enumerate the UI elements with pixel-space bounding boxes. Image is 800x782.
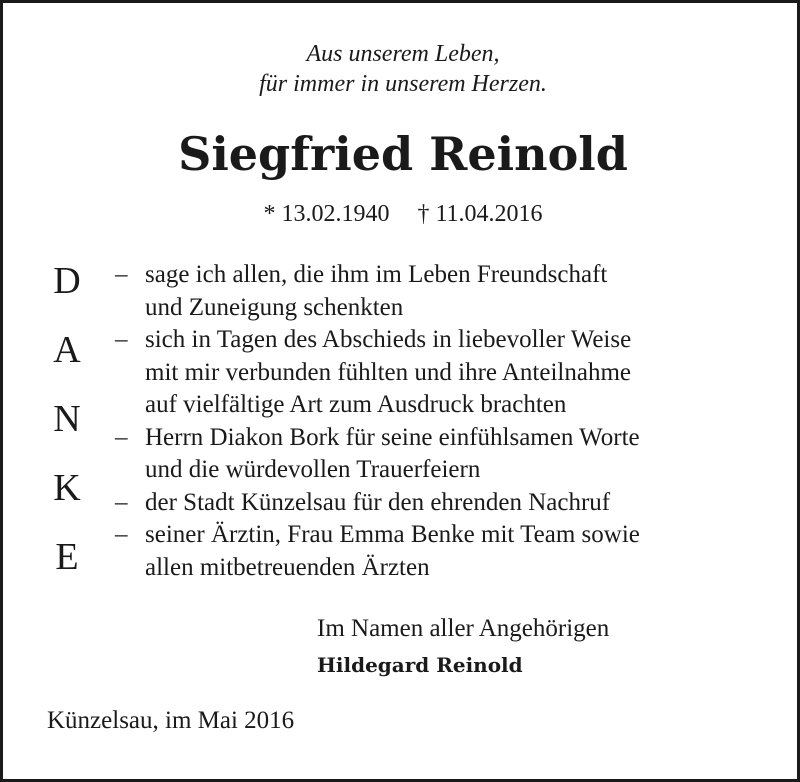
birth-date: * 13.02.1940 xyxy=(263,201,390,227)
item-line: sich in Tagen des Abschieds in liebevoller Weise xyxy=(145,326,632,353)
item-line: der Stadt Künzelsau für den ehrenden Nachruf xyxy=(145,488,611,516)
item-line: auf vielfältige Art zum Ausdruck brachten xyxy=(145,391,567,418)
item-line: mit mir verbunden fühlten und ihre Anteilnahme xyxy=(145,358,631,386)
item-dash: – xyxy=(115,261,128,288)
danke-letter-k: K xyxy=(53,467,81,509)
deceased-name: Siegfried Reinold xyxy=(178,127,628,181)
item-dash: – xyxy=(115,521,128,548)
item-dash: – xyxy=(115,326,128,353)
thanks-item xyxy=(115,519,775,584)
signature-intro: Im Namen aller Angehörigen xyxy=(317,615,610,642)
item-line: und die würdevollen Trauerfeiern xyxy=(145,456,481,483)
motto-line-1: Aus unserem Leben, xyxy=(306,41,500,67)
item-line: sage ich allen, die ihm im Leben Freundschaft xyxy=(145,261,608,288)
danke-letter-e: E xyxy=(55,536,79,578)
thanks-item xyxy=(115,422,775,487)
thanks-list xyxy=(115,259,775,584)
thanks-item xyxy=(115,487,775,520)
thanks-item xyxy=(115,324,775,422)
place-date: Künzelsau, im Mai 2016 xyxy=(47,707,295,734)
signature-name: Hildegard Reinold xyxy=(317,653,523,677)
item-line: allen mitbetreuenden Ärzten xyxy=(145,553,430,581)
item-line: seiner Ärztin, Frau Emma Benke mit Team sowie xyxy=(145,521,640,548)
thanks-item xyxy=(115,259,775,324)
item-dash: – xyxy=(115,488,128,516)
danke-letter-a: A xyxy=(53,329,81,371)
danke-letter-n: N xyxy=(53,398,81,440)
death-date: † 11.04.2016 xyxy=(417,201,543,227)
item-line: und Zuneigung schenkten xyxy=(145,293,404,321)
motto-line-2: für immer in unserem Herzen. xyxy=(259,71,547,97)
danke-letter-d: D xyxy=(53,260,81,302)
item-line: Herrn Diakon Bork für seine einfühlsamen Worte xyxy=(145,423,640,451)
life-dates xyxy=(3,201,800,228)
item-dash: – xyxy=(115,423,128,451)
